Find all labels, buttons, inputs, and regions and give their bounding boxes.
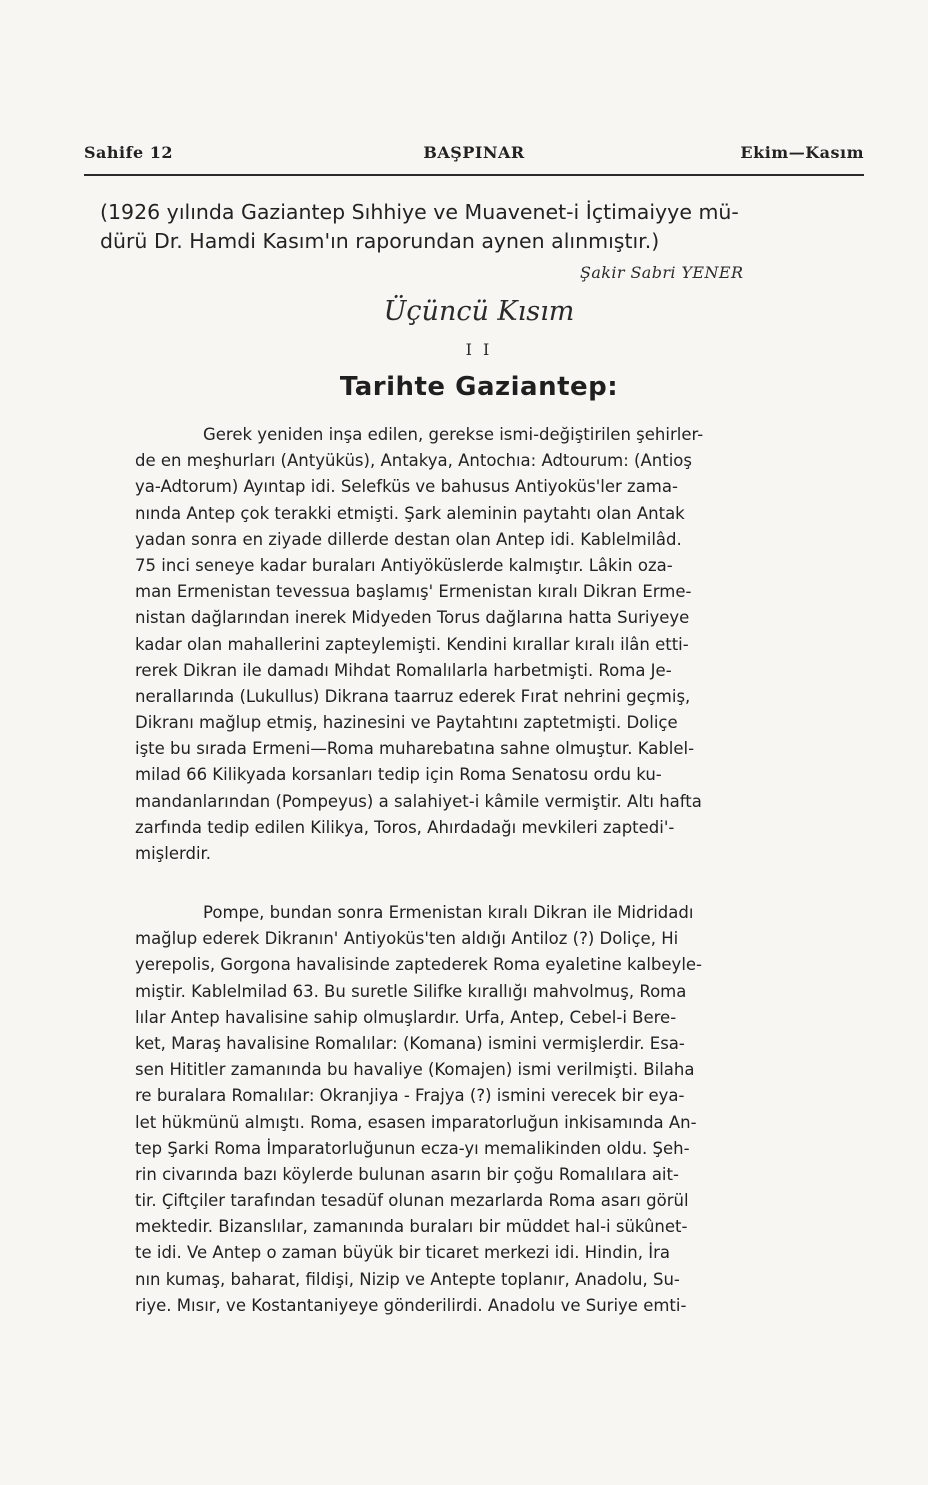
paragraph-line: de en meşhurları (Antyüküs), Antakya, Antochıa: Adtourum: (Antioş bbox=[135, 451, 692, 471]
paragraph-line: mağlup ederek Dikranın' Antiyoküs'ten aldığı Antiloz (?) Doliçe, Hi bbox=[135, 929, 679, 949]
paragraph-line: yadan sonra en ziyade dillerde destan olan Antep idi. Kablelmilâd. bbox=[135, 529, 682, 549]
paragraph-line: ya-Adtorum) Ayıntap idi. Selefküs ve bahusus Antiyoküs'ler zama- bbox=[135, 477, 678, 497]
section-title: Üçüncü Kısım bbox=[383, 296, 575, 327]
paragraph-line: mandanlarından (Pompeyus) a salahiyet-i kâmile vermiştir. Altı hafta bbox=[135, 791, 702, 811]
paragraph-line: kadar olan mahallerini zapteylemişti. Kendini kırallar kıralı ilân etti- bbox=[135, 634, 689, 654]
paragraph-line: tir. Çiftçiler tarafından tesadüf olunan mezarlarda Roma asarı görül bbox=[135, 1191, 689, 1211]
paragraph-line: Dikranı mağlup etmiş, hazinesini ve Paytahtını zaptetmişti. Doliçe bbox=[135, 713, 678, 733]
paragraph-line: rin civarında bazı köylerde bulunan asarın bir çoğu Romalılara ait- bbox=[135, 1164, 679, 1184]
paragraph-1 bbox=[135, 422, 870, 867]
paragraph-line: lılar Antep havalisine sahip olmuşlardır. Urfa, Antep, Cebel-i Bere- bbox=[135, 1007, 677, 1027]
paragraph-line: te idi. Ve Antep o zaman büyük bir ticaret merkezi idi. Hindin, İra bbox=[135, 1243, 671, 1263]
paragraph-line: miştir. Kablelmilad 63. Bu suretle Silifke kırallığı mahvolmuş, Roma bbox=[135, 981, 687, 1001]
paragraph-line: rerek Dikran ile damadı Mihdat Romalılarla harbetmişti. Roma Je- bbox=[135, 660, 672, 680]
paragraph-line: re buralara Romalılar: Okranjiya - Frajya (?) ismini verecek bir eya- bbox=[135, 1086, 685, 1106]
paragraph-line: zarfında tedip edilen Kilikya, Toros, Ahırdadağı mevkileri zaptedi'- bbox=[135, 817, 675, 837]
paragraph-line: 75 inci seneye kadar buraları Antiyöküslerde kalmıştır. Lâkin oza- bbox=[135, 555, 673, 575]
paragraph-line: riye. Mısır, ve Kostantaniyeye gönderilirdi. Anadolu ve Suriye emti- bbox=[135, 1295, 687, 1315]
source-note-line: dürü Dr. Hamdi Kasım'ın raporundan aynen alınmıştır.) bbox=[100, 229, 660, 253]
article-heading: Tarihte Gaziantep: bbox=[339, 372, 619, 402]
paragraph-line: mişlerdir. bbox=[135, 844, 212, 863]
paragraph-line: man Ermenistan tevessua başlamış' Ermenistan kıralı Dikran Erme- bbox=[135, 582, 692, 602]
paragraph-line: let hükmünü almıştı. Roma, esasen imparatorluğun inkisamında An- bbox=[135, 1112, 697, 1132]
section-number: I I bbox=[465, 340, 493, 359]
paragraph-line: nında Antep çok terakki etmişti. Şark aleminin paytahtı olan Antak bbox=[135, 503, 685, 523]
source-note-line: (1926 yılında Gaziantep Sıhhiye ve Muavenet-i İçtimaiyye mü- bbox=[100, 200, 739, 224]
publication-name: BAŞPINAR bbox=[423, 143, 525, 162]
source-note bbox=[100, 198, 880, 256]
author-name: Şakir Sabri YENER bbox=[580, 263, 744, 282]
running-header bbox=[84, 143, 864, 171]
paragraph-line: sen Hititler zamanında bu havaliye (Komajen) ismi verilmişti. Bilaha bbox=[135, 1060, 695, 1080]
paragraph-line: mektedir. Bizanslılar, zamanında buraları bir müddet hal-i sükûnet- bbox=[135, 1217, 688, 1237]
paragraph-line: ket, Maraş havalisine Romalılar: (Komana) ismini vermişlerdir. Esa- bbox=[135, 1033, 685, 1053]
paragraph-line: Gerek yeniden inşa edilen, gerekse ismi-değiştirilen şehirler- bbox=[203, 425, 704, 444]
page-number: Sahife 12 bbox=[84, 143, 174, 162]
paragraph-line: milad 66 Kilikyada korsanları tedip için Roma Senatosu ordu ku- bbox=[135, 765, 662, 785]
paragraph-line: Pompe, bundan sonra Ermenistan kıralı Dikran ile Midridadı bbox=[203, 903, 694, 922]
header-divider bbox=[84, 174, 864, 176]
paragraph-line: nerallarında (Lukullus) Dikrana taarruz ederek Fırat nehrini geçmiş, bbox=[135, 686, 691, 706]
paragraph-line: tep Şarki Roma İmparatorluğunun ecza-yı memalikinden oldu. Şeh- bbox=[135, 1138, 690, 1158]
paragraph-line: işte bu sırada Ermeni—Roma muharebatına sahne olmuştur. Kablel- bbox=[135, 739, 695, 759]
paragraph-line: nistan dağlarından inerek Midyeden Torus dağlarına hatta Suriyeye bbox=[135, 608, 690, 628]
paragraph-line: yerepolis, Gorgona havalisinde zaptederek Roma eyaletine kalbeyle- bbox=[135, 955, 703, 975]
paragraph-line: nın kumaş, baharat, fildişi, Nizip ve Antepte toplanır, Anadolu, Su- bbox=[135, 1269, 680, 1289]
paragraph-2 bbox=[135, 900, 870, 1319]
issue-date: Ekim—Kasım bbox=[740, 143, 864, 162]
